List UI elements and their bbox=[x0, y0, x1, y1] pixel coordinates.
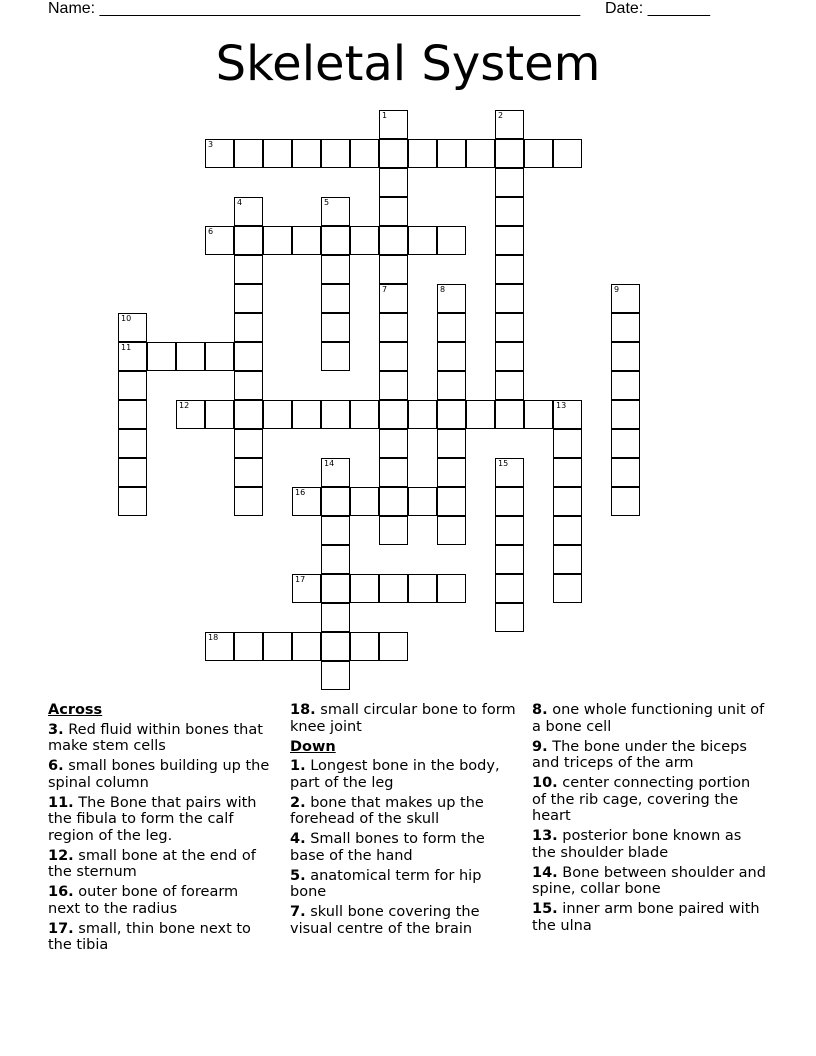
grid-cell[interactable] bbox=[292, 487, 321, 516]
grid-cell[interactable] bbox=[553, 574, 582, 603]
grid-cell[interactable] bbox=[205, 632, 234, 661]
clue-number: 12. bbox=[48, 847, 74, 864]
clue-number-label: 9 bbox=[614, 285, 620, 294]
clue-number-label: 3 bbox=[208, 140, 214, 149]
grid-cell[interactable] bbox=[263, 139, 292, 168]
grid-cell[interactable] bbox=[611, 429, 640, 458]
clue-text: bone that makes up the forehead of the skull bbox=[290, 794, 484, 827]
name-label: Name: bbox=[48, 0, 96, 17]
clue-text: Longest bone in the body, part of the leg bbox=[290, 758, 500, 791]
clue-text: small circular bone to form knee joint bbox=[290, 702, 516, 735]
clue-number-label: 2 bbox=[498, 111, 504, 120]
clue-number-label: 8 bbox=[440, 285, 446, 294]
grid-cell[interactable] bbox=[234, 429, 263, 458]
clue-number-label: 4 bbox=[237, 198, 243, 207]
grid-cell[interactable] bbox=[205, 400, 234, 429]
grid-cell[interactable] bbox=[205, 139, 234, 168]
clue-text: skull bone covering the visual centre of the brain bbox=[290, 904, 480, 937]
clue-text: small bone at the end of the sternum bbox=[48, 847, 256, 880]
grid-cell[interactable] bbox=[292, 226, 321, 255]
clue-text: The bone under the biceps and triceps of the arm bbox=[532, 738, 747, 771]
grid-cell[interactable] bbox=[321, 255, 350, 284]
grid-cell[interactable] bbox=[234, 313, 263, 342]
grid-cell[interactable] bbox=[234, 255, 263, 284]
grid-cell[interactable] bbox=[350, 574, 379, 603]
grid-cell[interactable] bbox=[379, 342, 408, 371]
grid-cell[interactable] bbox=[350, 226, 379, 255]
clue-item bbox=[48, 722, 274, 755]
date-label: Date: bbox=[605, 0, 644, 17]
clue-item bbox=[290, 795, 516, 828]
grid-cell[interactable] bbox=[321, 284, 350, 313]
grid-cell[interactable] bbox=[321, 661, 350, 690]
grid-cell[interactable] bbox=[263, 632, 292, 661]
clue-text: The Bone that pairs with the fibula to form the calf region of the leg. bbox=[48, 794, 257, 844]
grid-cell[interactable] bbox=[292, 574, 321, 603]
clue-number: 3. bbox=[48, 721, 64, 738]
date-blank[interactable]: _______ bbox=[647, 0, 710, 17]
clue-number-label: 12 bbox=[179, 401, 190, 410]
grid-cell[interactable] bbox=[379, 255, 408, 284]
grid-cell[interactable] bbox=[437, 371, 466, 400]
clue-number: 4. bbox=[290, 831, 306, 847]
grid-cell[interactable] bbox=[321, 516, 350, 545]
page-title: Skeletal System bbox=[215, 36, 601, 92]
clue-item bbox=[532, 865, 768, 898]
grid-cell[interactable] bbox=[437, 400, 466, 429]
grid-cell[interactable] bbox=[234, 487, 263, 516]
clues-column-3 bbox=[532, 702, 768, 938]
grid-cell[interactable] bbox=[495, 313, 524, 342]
grid-cell[interactable] bbox=[234, 371, 263, 400]
grid-cell[interactable] bbox=[611, 487, 640, 516]
grid-cell[interactable] bbox=[321, 603, 350, 632]
clue-number-label: 14 bbox=[324, 459, 335, 468]
grid-cell[interactable] bbox=[321, 226, 350, 255]
grid-cell[interactable] bbox=[118, 429, 147, 458]
clue-number-label: 13 bbox=[556, 401, 567, 410]
grid-cell[interactable] bbox=[321, 632, 350, 661]
clues-column-2 bbox=[290, 702, 516, 941]
grid-cell[interactable] bbox=[437, 139, 466, 168]
clue-item bbox=[290, 758, 516, 791]
clue-item bbox=[48, 795, 274, 845]
grid-cell[interactable] bbox=[437, 516, 466, 545]
grid-cell[interactable] bbox=[118, 342, 147, 371]
grid-cell[interactable] bbox=[234, 226, 263, 255]
clue-item bbox=[532, 828, 768, 861]
clue-number: 15. bbox=[532, 901, 558, 917]
grid-cell[interactable] bbox=[466, 139, 495, 168]
clue-item bbox=[532, 739, 768, 772]
grid-cell[interactable] bbox=[379, 168, 408, 197]
grid-cell[interactable] bbox=[495, 458, 524, 487]
grid-cell[interactable] bbox=[379, 284, 408, 313]
clue-text: Bone between shoulder and spine, collar bone bbox=[532, 864, 766, 897]
clue-number-label: 17 bbox=[295, 575, 306, 584]
grid-cell[interactable] bbox=[379, 458, 408, 487]
grid-cell[interactable] bbox=[495, 284, 524, 313]
grid-cell[interactable] bbox=[147, 342, 176, 371]
grid-cell[interactable] bbox=[321, 400, 350, 429]
grid-cell[interactable] bbox=[466, 400, 495, 429]
grid-cell[interactable] bbox=[495, 371, 524, 400]
grid-cell[interactable] bbox=[495, 110, 524, 139]
clue-number: 10. bbox=[532, 775, 558, 791]
grid-cell[interactable] bbox=[379, 371, 408, 400]
clue-item bbox=[290, 831, 516, 864]
clue-number: 9. bbox=[532, 738, 548, 755]
grid-cell[interactable] bbox=[118, 400, 147, 429]
clue-text: one whole functioning unit of a bone cell bbox=[532, 702, 765, 735]
grid-cell[interactable] bbox=[379, 574, 408, 603]
grid-cell[interactable] bbox=[495, 603, 524, 632]
grid-cell[interactable] bbox=[495, 516, 524, 545]
name-blank[interactable]: ______________________________________________________ bbox=[99, 0, 581, 17]
grid-cell[interactable] bbox=[437, 313, 466, 342]
clue-item bbox=[532, 901, 768, 934]
clue-number: 2. bbox=[290, 794, 306, 811]
clue-text: outer bone of forearm next to the radius bbox=[48, 884, 239, 917]
grid-cell[interactable] bbox=[234, 400, 263, 429]
grid-cell[interactable] bbox=[553, 139, 582, 168]
grid-cell[interactable] bbox=[495, 255, 524, 284]
grid-cell[interactable] bbox=[118, 313, 147, 342]
grid-cell[interactable] bbox=[379, 197, 408, 226]
grid-cell[interactable] bbox=[234, 197, 263, 226]
grid-cell[interactable] bbox=[611, 371, 640, 400]
grid-cell[interactable] bbox=[437, 487, 466, 516]
grid-cell[interactable] bbox=[176, 342, 205, 371]
clue-number: 8. bbox=[532, 702, 548, 718]
clue-number: 16. bbox=[48, 884, 74, 900]
grid-cell[interactable] bbox=[321, 574, 350, 603]
clue-number-label: 11 bbox=[121, 343, 132, 352]
grid-cell[interactable] bbox=[292, 400, 321, 429]
grid-cell[interactable] bbox=[379, 487, 408, 516]
grid-cell[interactable] bbox=[292, 632, 321, 661]
clue-number: 18. bbox=[290, 702, 316, 718]
grid-cell[interactable] bbox=[379, 226, 408, 255]
clue-number-label: 6 bbox=[208, 227, 214, 236]
clue-number: 17. bbox=[48, 920, 74, 937]
grid-cell[interactable] bbox=[495, 545, 524, 574]
clue-number-label: 5 bbox=[324, 198, 330, 207]
grid-cell[interactable] bbox=[437, 458, 466, 487]
clue-text: inner arm bone paired with the ulna bbox=[532, 901, 760, 934]
grid-cell[interactable] bbox=[118, 371, 147, 400]
grid-cell[interactable] bbox=[553, 400, 582, 429]
clue-text: posterior bone known as the shoulder blade bbox=[532, 828, 742, 861]
clue-number: 6. bbox=[48, 758, 64, 774]
clue-number: 5. bbox=[290, 867, 306, 884]
clue-number-label: 7 bbox=[382, 285, 388, 294]
clue-item bbox=[532, 702, 768, 735]
grid-cell[interactable] bbox=[234, 139, 263, 168]
grid-cell[interactable] bbox=[524, 400, 553, 429]
grid-cell[interactable] bbox=[495, 226, 524, 255]
clue-number-label: 18 bbox=[208, 633, 219, 642]
grid-cell[interactable] bbox=[321, 458, 350, 487]
grid-cell[interactable] bbox=[234, 632, 263, 661]
grid-cell[interactable] bbox=[408, 400, 437, 429]
clue-text: small bones building up the spinal column bbox=[48, 758, 270, 791]
grid-cell[interactable] bbox=[321, 342, 350, 371]
grid-cell[interactable] bbox=[611, 458, 640, 487]
grid-cell[interactable] bbox=[524, 139, 553, 168]
grid-cell[interactable] bbox=[495, 400, 524, 429]
clue-number: 13. bbox=[532, 828, 558, 844]
grid-cell[interactable] bbox=[350, 487, 379, 516]
grid-cell[interactable] bbox=[408, 574, 437, 603]
grid-cell[interactable] bbox=[495, 342, 524, 371]
grid-cell[interactable] bbox=[437, 429, 466, 458]
clue-number-label: 10 bbox=[121, 314, 132, 323]
clue-text: anatomical term for hip bone bbox=[290, 867, 482, 900]
grid-cell[interactable] bbox=[379, 632, 408, 661]
clue-item bbox=[290, 904, 516, 937]
grid-cell[interactable] bbox=[408, 139, 437, 168]
grid-cell[interactable] bbox=[553, 516, 582, 545]
grid-cell[interactable] bbox=[495, 168, 524, 197]
grid-cell[interactable] bbox=[553, 487, 582, 516]
grid-cell[interactable] bbox=[118, 487, 147, 516]
clue-number-label: 1 bbox=[382, 111, 388, 120]
clue-text: small, thin bone next to the tibia bbox=[48, 920, 251, 953]
clue-text: center connecting portion of the rib cage, covering the heart bbox=[532, 775, 751, 824]
grid-cell[interactable] bbox=[611, 400, 640, 429]
grid-cell[interactable] bbox=[437, 226, 466, 255]
grid-cell[interactable] bbox=[350, 139, 379, 168]
grid-cell[interactable] bbox=[118, 458, 147, 487]
grid-cell[interactable] bbox=[321, 545, 350, 574]
grid-cell[interactable] bbox=[234, 284, 263, 313]
grid-cell[interactable] bbox=[408, 487, 437, 516]
grid-cell[interactable] bbox=[379, 110, 408, 139]
clue-number: 11. bbox=[48, 794, 74, 811]
grid-cell[interactable] bbox=[205, 342, 234, 371]
grid-cell[interactable] bbox=[379, 429, 408, 458]
grid-cell[interactable] bbox=[379, 400, 408, 429]
grid-cell[interactable] bbox=[495, 487, 524, 516]
grid-cell[interactable] bbox=[321, 197, 350, 226]
clue-number-label: 16 bbox=[295, 488, 306, 497]
grid-cell[interactable] bbox=[553, 458, 582, 487]
clue-text: Small bones to form the base of the hand bbox=[290, 831, 485, 864]
grid-cell[interactable] bbox=[176, 400, 205, 429]
grid-cell[interactable] bbox=[611, 313, 640, 342]
clue-item bbox=[48, 884, 274, 917]
clue-number-label: 15 bbox=[498, 459, 509, 468]
grid-cell[interactable] bbox=[292, 139, 321, 168]
grid-cell[interactable] bbox=[553, 429, 582, 458]
grid-cell[interactable] bbox=[321, 487, 350, 516]
clue-item bbox=[532, 775, 768, 825]
clue-item bbox=[290, 868, 516, 901]
grid-cell[interactable] bbox=[350, 632, 379, 661]
grid-cell[interactable] bbox=[379, 313, 408, 342]
grid-cell[interactable] bbox=[495, 574, 524, 603]
clue-text: Red fluid within bones that make stem cells bbox=[48, 721, 263, 754]
grid-cell[interactable] bbox=[350, 400, 379, 429]
grid-cell[interactable] bbox=[263, 400, 292, 429]
clue-item bbox=[290, 702, 516, 735]
clue-item bbox=[48, 758, 274, 791]
across-heading: Across bbox=[48, 702, 103, 718]
grid-cell[interactable] bbox=[437, 284, 466, 313]
clue-number: 14. bbox=[532, 864, 558, 881]
grid-cell[interactable] bbox=[437, 574, 466, 603]
grid-cell[interactable] bbox=[205, 226, 234, 255]
down-heading: Down bbox=[290, 738, 336, 755]
grid-cell[interactable] bbox=[437, 342, 466, 371]
clue-number: 1. bbox=[290, 758, 306, 774]
grid-cell[interactable] bbox=[495, 139, 524, 168]
grid-cell[interactable] bbox=[321, 313, 350, 342]
grid-cell[interactable] bbox=[611, 284, 640, 313]
grid-cell[interactable] bbox=[611, 342, 640, 371]
grid-cell[interactable] bbox=[379, 139, 408, 168]
grid-cell[interactable] bbox=[495, 197, 524, 226]
grid-cell[interactable] bbox=[234, 342, 263, 371]
clues-column-1 bbox=[48, 702, 274, 957]
clue-item bbox=[48, 848, 274, 881]
grid-cell[interactable] bbox=[408, 226, 437, 255]
grid-cell[interactable] bbox=[379, 516, 408, 545]
grid-cell[interactable] bbox=[263, 226, 292, 255]
grid-cell[interactable] bbox=[321, 139, 350, 168]
grid-cell[interactable] bbox=[553, 545, 582, 574]
grid-cell[interactable] bbox=[234, 458, 263, 487]
clue-item bbox=[48, 921, 274, 954]
clue-number: 7. bbox=[290, 904, 306, 920]
